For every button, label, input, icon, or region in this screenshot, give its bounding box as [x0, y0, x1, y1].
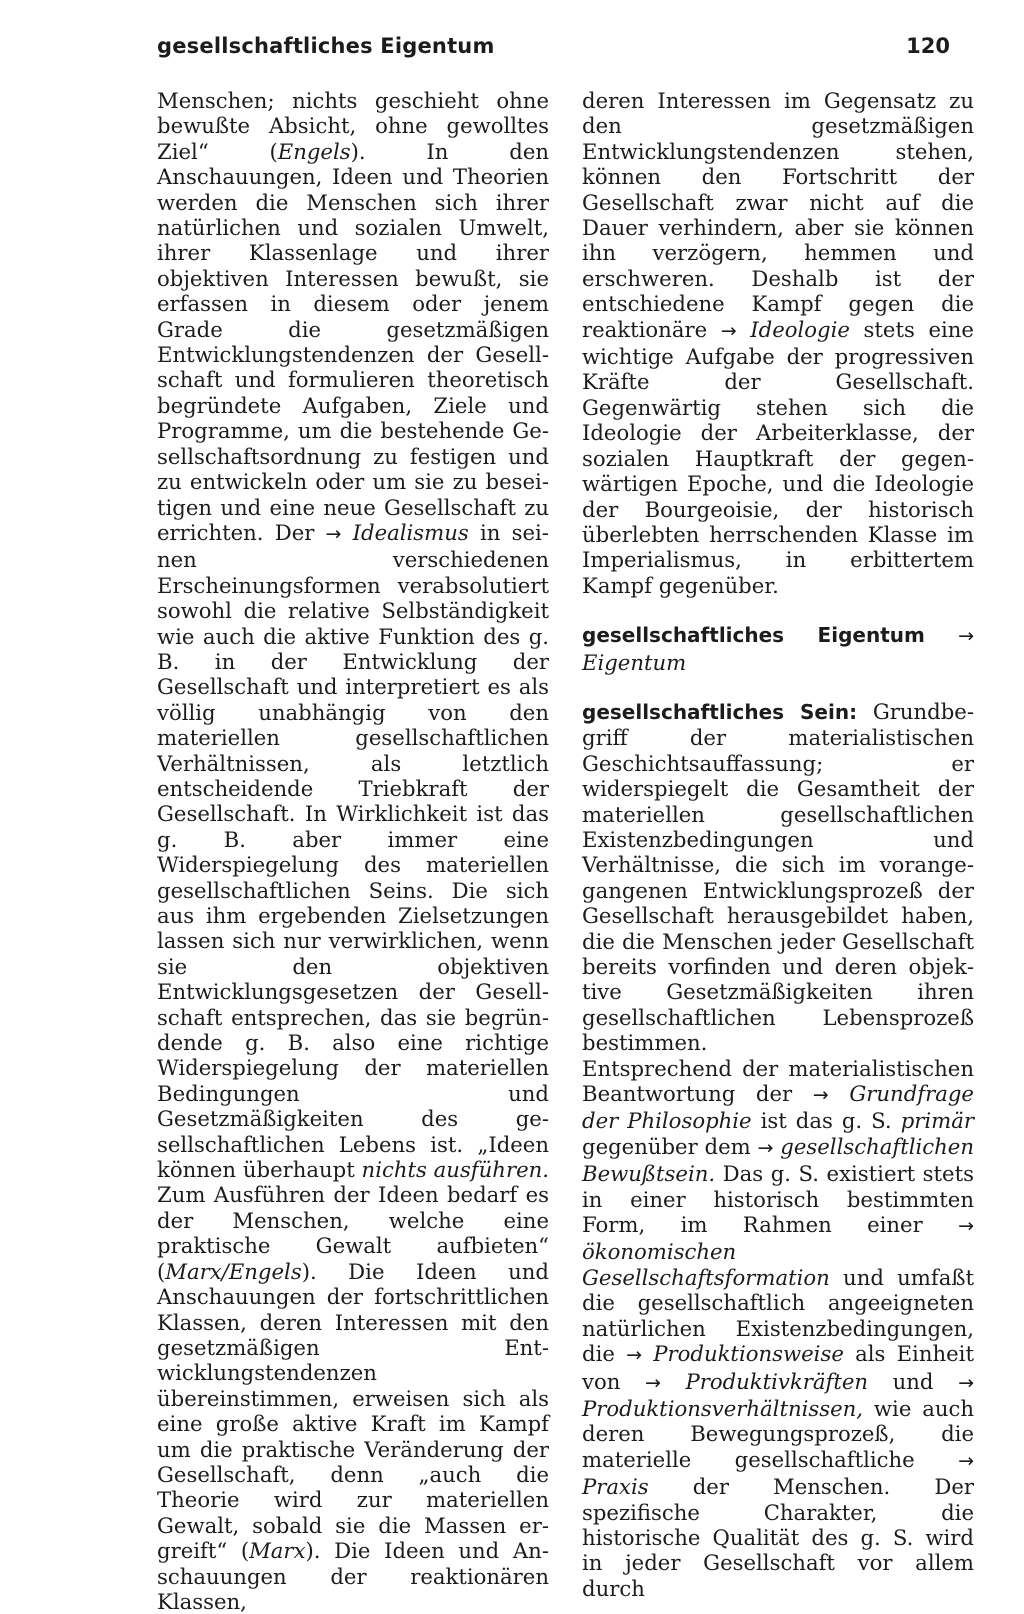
citation-author: Engels [277, 138, 351, 164]
citation-author: Marx/Engels [165, 1258, 302, 1284]
cross-reference-link[interactable]: Produktionsverhältnissen, [582, 1395, 864, 1421]
running-head: gesellschaftliches Eigentum [157, 34, 495, 58]
page-number: 120 [906, 34, 950, 58]
text-run: stets eine wichtige Aufgabe der progressiven Kräfte der Gesellschaft. Gegenwärtig stehen sich die Ideologie der Arbeiterklasse, der sozialen Hauptkraft der gegenwärtigen Epoche, und die Ideologie der Bourgeoisie, der historisch überlebten herrschenden Klasse im Imperialismus, in erbittertem Kampf gegenüber. [582, 316, 974, 598]
cross-reference-link[interactable]: Eigentum [582, 649, 687, 675]
text-run: deren Interessen im Gegensatz zu den gesetzmäßigen Entwicklungstendenzen stehen, können den Fortschritt der Gesellschaft zwar nicht auf die Dauer verhindern, aber sie können ihn verzögern, hemmen und erschweren. Deshalb ist der entschiedene Kampf gegen die reaktionäre [582, 88, 974, 342]
cross-reference-arrow-icon: → [626, 1344, 643, 1367]
entry-headword: gesellschaftliches Sein: [582, 699, 858, 724]
text-run: und umfaßt die gesellschaftlich angeeigneten natürlichen Existenzbedingungen, die [582, 1264, 974, 1367]
page-header [0, 34, 1024, 74]
cross-reference-link[interactable]: Produktionsweise [653, 1341, 844, 1367]
text-run: Grundbegriff der materialistischen Geschichtsauffassung; er widerspiegelt die Gesamtheit der materiellen gesellschaftlichen Existenzbedingungen und Verhältnisse, die sich im vorangegangenen Entwicklungsprozeß der Gesellschaft herausgebildet haben, die die Menschen jeder Gesellschaft bereits vorfinden und deren objektive Gesetzmäßigkeiten ihren gesellschaftlichen Lebensprozeß bestimmen. [582, 698, 974, 1056]
cross-reference-arrow-icon: → [812, 1084, 829, 1107]
text-run: ). Die Ideen und Anschauungen der fortschrittlichen Klassen, deren Interessen mit den gesetzmäßigen Entwicklungstendenzen übereinstimmen, erweisen sich als eine große aktive Kraft im Kampf um die praktische Veränderung der Gesellschaft, denn „auch die Theorie wird zur materiellen Gewalt, sobald sie die Massen ergreift“ ( [157, 1258, 549, 1564]
citation-author: Marx [249, 1538, 306, 1564]
cross-reference-arrow-icon: → [644, 1371, 661, 1394]
cross-reference-link[interactable]: Produktivkräften [685, 1368, 869, 1394]
paragraph [582, 88, 974, 598]
text-run: Menschen; nichts geschieht ohne bewußte Absicht, ohne gewolltes Ziel“ ( [157, 88, 549, 164]
entry-headword: gesellschaftliches Eigentum [582, 623, 925, 648]
emphasis-text: nichts ausführen. [361, 1157, 549, 1183]
paragraph [157, 88, 549, 1614]
text-run: ). In den Anschauungen, Ideen und Theorien werden die Menschen sich ihrer natürlichen und sozialen Umwelt, ihrer Klassenlage und ihrer objektiven Interessen bewußt, sie erfassen in diesem oder jenem Grade die gesetzmäßigen Entwicklungstendenzen der Gesellschaft und formulieren theoretisch begründete Aufgaben, Ziele und Programme, um die bestehende Gesellschaftsordnung zu festigen und zu entwickeln oder um sie zu beseitigen und eine neue Gesellschaft zu errichten. Der [157, 138, 549, 545]
right-column [582, 88, 974, 1601]
emphasis-text: primär [900, 1108, 975, 1134]
text-run: ist das g. S. [760, 1108, 892, 1134]
cross-reference-arrow-icon: → [325, 522, 342, 545]
cross-reference-link[interactable]: Idealismus [352, 519, 469, 545]
cross-reference-link[interactable]: Grundfrage der Philosophie [582, 1081, 974, 1134]
cross-reference-arrow-icon: → [757, 1136, 774, 1159]
text-run: als Einheit von [582, 1341, 974, 1394]
paragraph [582, 1056, 974, 1602]
cross-reference-arrow-icon: → [958, 1371, 974, 1394]
cross-reference-link[interactable]: Ideologie [750, 316, 850, 342]
text-run: gegenüber dem [582, 1133, 751, 1159]
cross-reference-arrow-icon: → [720, 319, 737, 342]
dictionary-entry [582, 622, 974, 675]
text-run: Entsprechend der materialistischen Beantwortung der [582, 1055, 974, 1107]
text-run: wie auch deren Bewegungsprozeß, die materielle gesellschaftliche [582, 1395, 974, 1472]
left-column [157, 88, 549, 1614]
text-run: Zum Ausführen der Ideen bedarf es der Menschen, welche eine praktische Gewalt aufbieten“ ( [157, 1182, 549, 1284]
dictionary-entry [582, 699, 974, 1056]
text-run: in seinen verschiedenen Erscheinungsformen verabsolutiert sowohl die relative Selbständigkeit wie auch die aktive Funktion des g. B. in der Entwicklung der Gesellschaft und interpretiert es als völlig unabhängig von den materiellen gesellschaftlichen Verhältnissen, als letztlich entscheidende Triebkraft der Gesellschaft. In Wirklichkeit ist das g. B. aber immer eine Widerspiegelung des materiellen gesellschaftlichen Seins. Die sich aus ihm ergebenden Zielsetzungen lassen sich nur verwirklichen, wenn sie den objektiven Entwicklungsgesetzen der Gesellschaft entsprechen, das sie begründende g. B. also eine richtige Widerspiegelung der materiellen Bedingungen und Gesetzmäßigkeiten des gesellschaftlichen Lebens ist. „Ideen können überhaupt [157, 519, 549, 1183]
cross-reference-link[interactable]: ökonomischen Gesellschaftsformation [582, 1239, 830, 1290]
text-run: ). Die Ideen und Anschauungen der reaktionären Klassen, [157, 1538, 549, 1614]
cross-reference-arrow-icon: → [958, 1215, 974, 1238]
cross-reference-arrow-icon: → [958, 1449, 974, 1472]
cross-reference-arrow-icon: → [958, 625, 974, 648]
text-run: Das g. S. existiert stets in einer historisch bestimmten Form, im Rahmen einer [582, 1161, 974, 1238]
text-run: der Menschen. Der spezifische Charakter, die historische Qualität des g. S. wird in jeder Gesellschaft vor allem durch [582, 1474, 974, 1601]
cross-reference-link[interactable]: Praxis [582, 1474, 649, 1500]
cross-reference-link[interactable]: gesellschaftlichen Bewußtsein. [582, 1133, 974, 1187]
text-run: und [892, 1368, 934, 1394]
